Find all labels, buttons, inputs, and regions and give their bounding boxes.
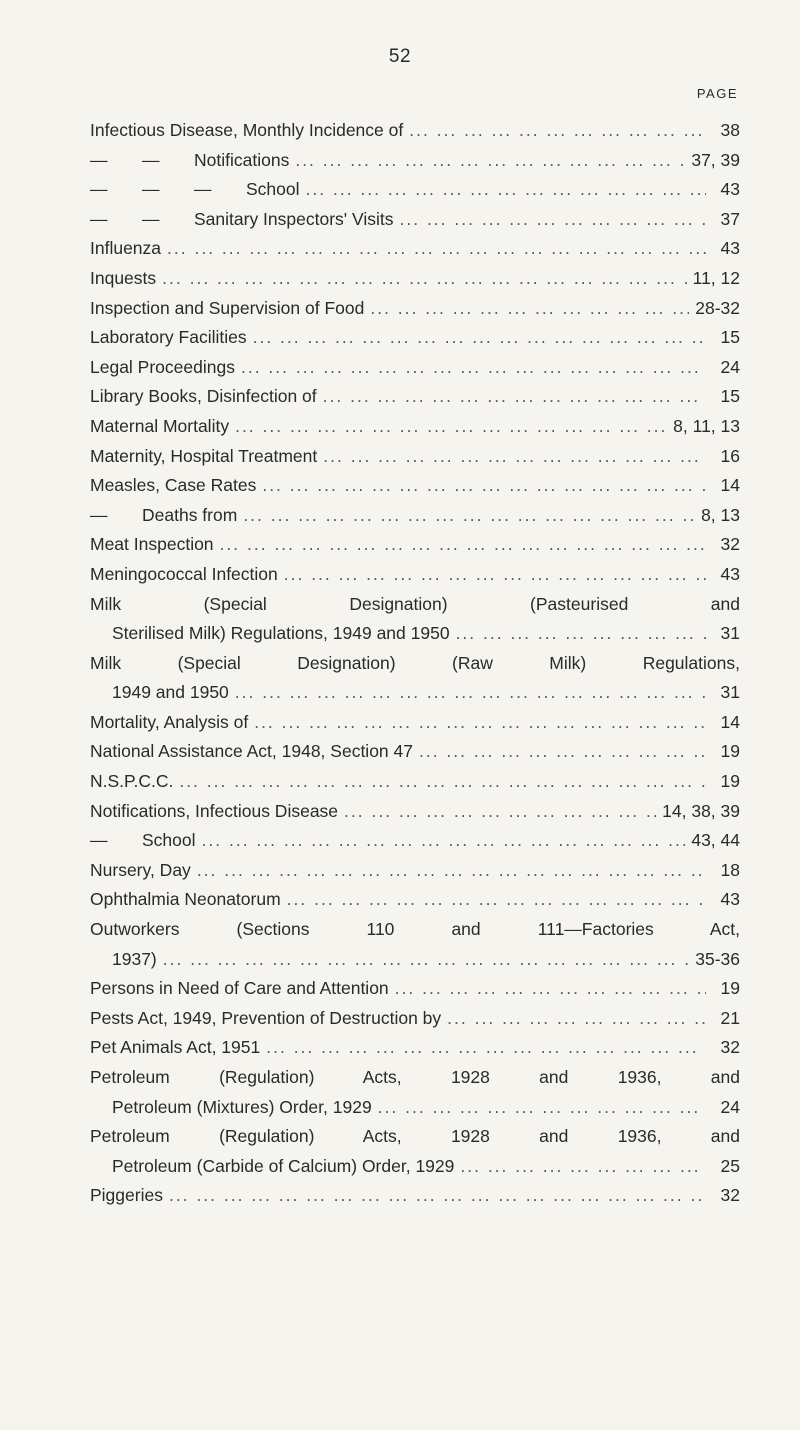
- index-entry-page: 43: [720, 238, 740, 259]
- ditto-dash: —: [142, 208, 160, 229]
- index-entry: [90, 974, 740, 1004]
- index-entry-label: Pests Act, 1949, Prevention of Destruction by: [90, 1007, 442, 1028]
- index-entry: [90, 323, 740, 353]
- leader-dots: [235, 678, 706, 708]
- index-entry: [90, 442, 740, 472]
- index-entry: [90, 205, 740, 235]
- leader-dots: [243, 501, 695, 531]
- leader-dots: [235, 412, 667, 442]
- leader-dots: [295, 146, 685, 176]
- leader-dots: [287, 885, 706, 915]
- index-entry-label: Measles, Case Rates: [90, 475, 257, 496]
- index-entry: [90, 116, 740, 146]
- index-entry-page: 16: [720, 445, 740, 466]
- index-entry-label: Maternity, Hospital Treatment: [90, 445, 318, 466]
- index-entry-label: 1937): [112, 948, 157, 969]
- index-entry-page: 43, 44: [691, 830, 740, 851]
- index-entry: [90, 175, 740, 205]
- index-entry: [90, 353, 740, 383]
- leader-dots: [370, 294, 689, 324]
- index-entry: [90, 294, 740, 324]
- index-entry-label: Notifications, Infectious Disease: [90, 800, 339, 821]
- leader-dots: [162, 264, 686, 294]
- index-entry-text: [90, 264, 156, 294]
- index-entry: [90, 1181, 740, 1211]
- index-entry-page: 14: [720, 711, 740, 732]
- index-entry-label: Legal Proceedings: [90, 356, 235, 377]
- index-entry-first-line: Petroleum (Regulation) Acts, 1928 and 1936, and: [90, 1126, 740, 1147]
- index-entry-label: Meat Inspection: [90, 534, 214, 555]
- index-entry-label: Mortality, Analysis of: [90, 711, 249, 732]
- index-entry-text: [90, 116, 403, 146]
- index-entry-text: [112, 678, 229, 708]
- index-entry: [90, 264, 740, 294]
- index-entry: [90, 412, 740, 442]
- index-entry-text: [90, 767, 173, 797]
- index-entry-page: 37, 39: [691, 149, 740, 170]
- index-entry-page: 31: [720, 682, 740, 703]
- index-entry-text: [90, 294, 364, 324]
- index-entry-page: 24: [720, 1096, 740, 1117]
- index-entry-text: [90, 530, 214, 560]
- index-entry-label: Inquests: [90, 267, 157, 288]
- index-entry-page: 43: [720, 889, 740, 910]
- leader-dots: [179, 767, 706, 797]
- index-entry: [90, 767, 740, 797]
- index-entry-first-line: Milk (Special Designation) (Pasteurised and: [90, 593, 740, 614]
- index-entry-label: Laboratory Facilities: [90, 327, 247, 348]
- leader-dots: [262, 471, 706, 501]
- index-entry-label: Sterilised Milk) Regulations, 1949 and 1950: [112, 623, 450, 644]
- ditto-dash: —: [90, 179, 108, 200]
- index-entry-label: Pet Animals Act, 1951: [90, 1037, 261, 1058]
- index-entry-page: 11, 12: [692, 267, 740, 288]
- index-entry-label: School: [142, 830, 196, 851]
- leader-dots: [306, 175, 706, 205]
- index-entry-page: 15: [720, 327, 740, 348]
- index-entry-page: 37: [720, 208, 740, 229]
- index-entry-label: Maternal Mortality: [90, 415, 230, 436]
- leader-dots: [460, 1152, 706, 1182]
- index-entry-label: Inspection and Supervision of Food: [90, 297, 365, 318]
- index-entry-text: [90, 412, 229, 442]
- index-entry-first-line: Outworkers (Sections 110 and 111—Factories Act,: [90, 919, 740, 940]
- index-entry-text: [90, 205, 394, 235]
- index-entry-text: [90, 797, 338, 827]
- index-entry-label: Meningococcal Infection: [90, 563, 278, 584]
- index-entry-label: Nursery, Day: [90, 859, 191, 880]
- index-entry-page: 19: [720, 978, 740, 999]
- index-entry: [90, 471, 740, 501]
- ditto-dash: —: [90, 208, 108, 229]
- leader-dots: [197, 856, 706, 886]
- index-entry: [90, 915, 740, 974]
- index-entry: [90, 826, 740, 856]
- leader-dots: [456, 619, 706, 649]
- index-entry-first-line: Petroleum (Regulation) Acts, 1928 and 1936, and: [90, 1067, 740, 1087]
- index-entry-label: N.S.P.C.C.: [90, 771, 174, 792]
- ditto-dash: —: [90, 830, 108, 851]
- leader-dots: [169, 1181, 706, 1211]
- index-entry-page: 32: [720, 1037, 740, 1058]
- leader-dots: [419, 737, 706, 767]
- ditto-dash: —: [90, 504, 108, 525]
- index-entry-label: Influenza: [90, 238, 162, 259]
- leader-dots: [167, 234, 706, 264]
- index-entry-page: 14: [720, 475, 740, 496]
- index-entry-first-line: Milk (Special Designation) (Raw Milk) Regulations,: [90, 652, 740, 673]
- index-entry-page: 14, 38, 39: [662, 800, 740, 821]
- leader-dots: [253, 323, 706, 353]
- index-entry-text: [90, 501, 237, 531]
- index-entry-text: [90, 1181, 163, 1211]
- index-entry-page: 19: [720, 771, 740, 792]
- index-entry-label: 1949 and 1950: [112, 682, 229, 703]
- index-entry: [90, 530, 740, 560]
- index-entry-label: Library Books, Disinfection of: [90, 386, 317, 407]
- index-entry-text: [90, 560, 278, 590]
- index-entry-page: 8, 11, 13: [673, 415, 740, 436]
- leader-dots: [344, 797, 656, 827]
- index-entry-page: 8, 13: [701, 504, 740, 525]
- index-entry-page: 25: [720, 1155, 740, 1176]
- index-entry-label: Persons in Need of Care and Attention: [90, 978, 389, 999]
- index-entry-page: 18: [720, 859, 740, 880]
- index-entry-text: [90, 175, 300, 205]
- index-entry-text: [90, 442, 317, 472]
- index-entry: [90, 382, 740, 412]
- index-entry-label: Petroleum (Carbide of Calcium) Order, 1929: [112, 1155, 455, 1176]
- index-entry-page: 35-36: [695, 948, 740, 969]
- index-entry-text: [90, 1033, 260, 1063]
- leader-dots: [400, 205, 707, 235]
- index-entry-text: [90, 856, 191, 886]
- index-entry-text: [90, 885, 281, 915]
- index-entry-label: Piggeries: [90, 1185, 163, 1206]
- index-entry-page: 43: [720, 179, 740, 200]
- index-entry: [90, 146, 740, 176]
- index-entry-page: 21: [720, 1007, 740, 1028]
- index-entry-page: 19: [720, 741, 740, 762]
- index-entry-page: 32: [720, 534, 740, 555]
- index-entry-text: [112, 1152, 454, 1182]
- index-entry-page: 24: [720, 356, 740, 377]
- index-entry-page: 28-32: [695, 297, 740, 318]
- index-entry-page: 32: [720, 1185, 740, 1206]
- index-entry-label: Notifications: [194, 149, 290, 170]
- index-entry-page: 31: [720, 623, 740, 644]
- index-entry-label: School: [246, 179, 300, 200]
- index-entry-text: [90, 471, 256, 501]
- index-entry: [90, 1033, 740, 1063]
- index-entry: [90, 649, 740, 708]
- leader-dots: [323, 382, 706, 412]
- ditto-dash: —: [90, 149, 108, 170]
- index-entry-page: 15: [720, 386, 740, 407]
- index-entry-label: Infectious Disease, Monthly Incidence of: [90, 120, 404, 140]
- index-entry-page: 43: [720, 563, 740, 584]
- index-entry-text: [90, 826, 196, 856]
- leader-dots: [163, 945, 689, 975]
- index-entry: [90, 1004, 740, 1034]
- index-entry-page: 38: [720, 120, 740, 140]
- leader-dots: [266, 1033, 706, 1063]
- index-entry: [90, 560, 740, 590]
- index-entry: [90, 708, 740, 738]
- index-entry-text: [112, 1093, 372, 1123]
- index-entry: [90, 856, 740, 886]
- index-entry: [90, 590, 740, 649]
- leader-dots: [447, 1004, 706, 1034]
- index-entry-label: National Assistance Act, 1948, Section 47: [90, 741, 413, 762]
- index-entry-label: Sanitary Inspectors' Visits: [194, 208, 394, 229]
- index-entry: [90, 885, 740, 915]
- index-entry-text: [112, 945, 157, 975]
- index-entry-text: [90, 234, 161, 264]
- leader-dots: [284, 560, 706, 590]
- index-entry-text: [90, 974, 389, 1004]
- leader-dots: [395, 974, 706, 1004]
- page-column-header: PAGE: [696, 86, 738, 101]
- index-entry-text: [90, 708, 248, 738]
- index-entry-text: [112, 619, 450, 649]
- index-entry-text: [90, 353, 235, 383]
- ditto-dash: —: [142, 149, 160, 170]
- leader-dots: [409, 116, 706, 146]
- ditto-dash: —: [194, 179, 212, 200]
- index-entry: [90, 1063, 740, 1122]
- index-entry-text: [90, 146, 289, 176]
- index-entry-text: [90, 382, 317, 412]
- index-entry-label: Petroleum (Mixtures) Order, 1929: [112, 1096, 372, 1117]
- index-entry-text: [90, 1004, 441, 1034]
- leader-dots: [220, 530, 706, 560]
- index-entry: [90, 797, 740, 827]
- leader-dots: [254, 708, 706, 738]
- index-entry-label: Deaths from: [142, 504, 238, 525]
- index-entry: [90, 234, 740, 264]
- page-number: 52: [388, 46, 412, 67]
- index-entry-text: [90, 737, 413, 767]
- leader-dots: [241, 353, 706, 383]
- ditto-dash: —: [142, 179, 160, 200]
- leader-dots: [202, 826, 686, 856]
- index-entry-text: [90, 323, 247, 353]
- index-entry: [90, 1122, 740, 1181]
- index-entries: [90, 116, 740, 1211]
- index-entry: [90, 501, 740, 531]
- index-entry-label: Ophthalmia Neonatorum: [90, 889, 281, 910]
- index-entry: [90, 737, 740, 767]
- leader-dots: [323, 442, 706, 472]
- leader-dots: [378, 1093, 706, 1123]
